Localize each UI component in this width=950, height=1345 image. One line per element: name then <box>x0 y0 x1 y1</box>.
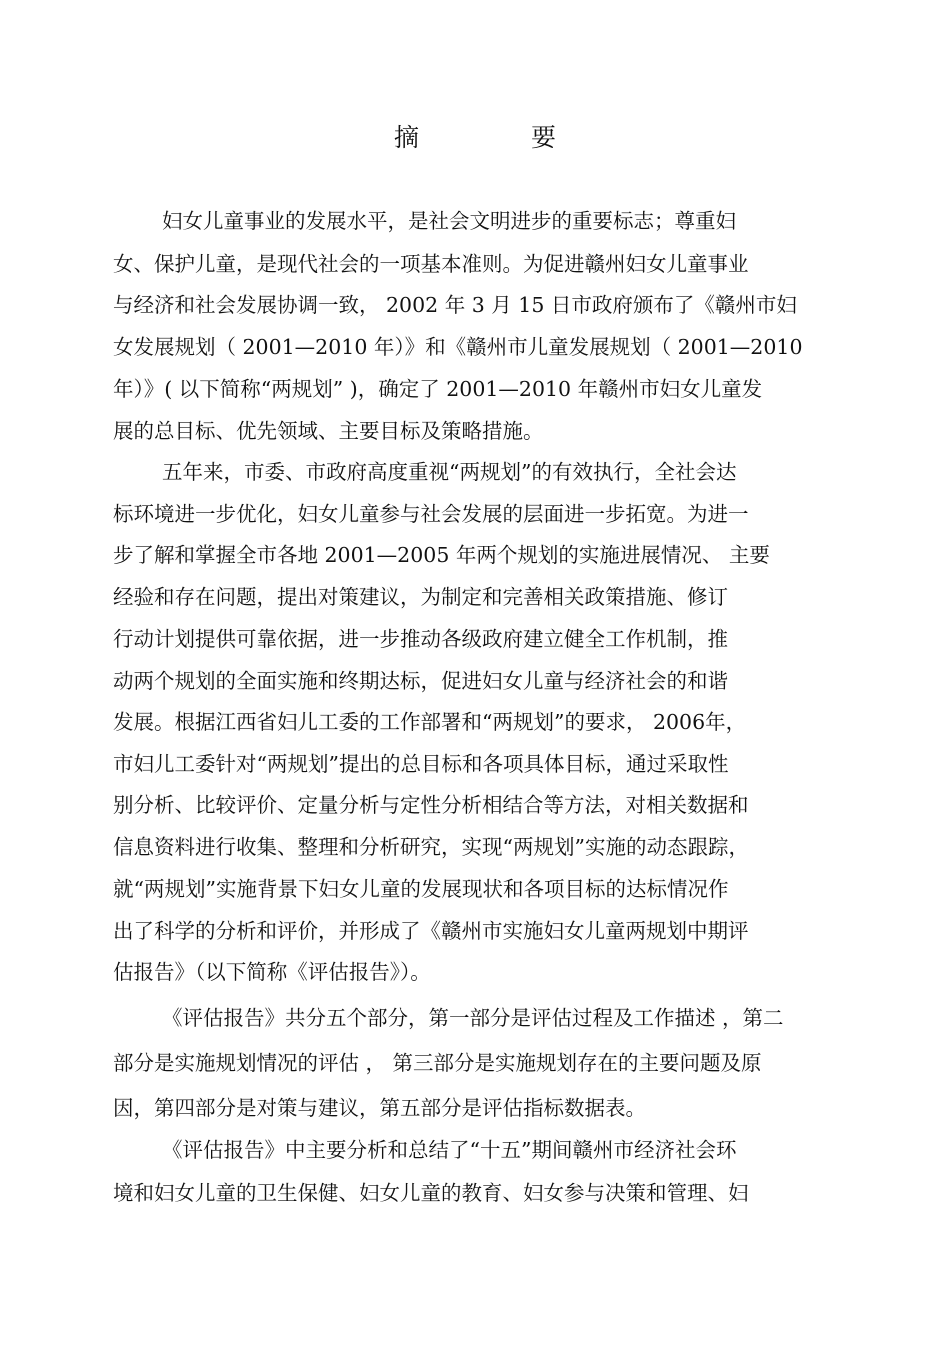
paragraph-line: 估报告》（以下简称《评估报告》）。 <box>113 960 431 984</box>
paragraph-line: 展的总目标、优先领域、主要目标及策略措施。 <box>113 419 544 443</box>
paragraph-line: 因，第四部分是对策与建议，第五部分是评估指标数据表。 <box>113 1096 646 1120</box>
paragraph-line: 信息资料进行收集、整理和分析研究，实现“两规划”实施的动态跟踪， <box>113 835 749 859</box>
paragraph-line: 步了解和掌握全市各地 2001—2005 年两个规划的实施进展情况、 主要 <box>113 543 770 567</box>
paragraph-line: 行动计划提供可靠依据，进一步推动各级政府建立健全工作机制，推 <box>113 627 728 651</box>
paragraph-line: 五年来，市委、市政府高度重视“两规划”的有效执行，全社会达 <box>162 460 737 484</box>
paragraph-line: 《评估报告》共分五个部分，第一部分是评估过程及工作描述 ，第二 <box>162 1006 784 1030</box>
paragraph-line: 年）》( 以下简称“两规划” )，确定了 2001—2010 年赣州市妇女儿童发 <box>113 377 763 401</box>
paragraph-line: 境和妇女儿童的卫生保健、妇女儿童的教育、妇女参与决策和管理、妇 <box>113 1181 749 1205</box>
paragraph-line: 市妇儿工委针对“两规划”提出的总目标和各项具体目标，通过采取性 <box>113 752 729 776</box>
paragraph-line: 女发展规划（ 2001—2010 年）》和《赣州市儿童发展规划（ 2001—2010 <box>113 335 803 359</box>
paragraph-line: 别分析、比较评价、定量分析与定性分析相结合等方法，对相关数据和 <box>113 793 749 817</box>
page-title: 摘 要 <box>394 123 608 152</box>
paragraph-line: 《评估报告》中主要分析和总结了“十五”期间赣州市经济社会环 <box>162 1138 737 1162</box>
paragraph-line: 妇女儿童事业的发展水平，是社会文明进步的重要标志；尊重妇 <box>162 209 736 233</box>
paragraph-line: 就“两规划”实施背景下妇女儿童的发展现状和各项目标的达标情况作 <box>113 877 729 901</box>
paragraph-line: 经验和存在问题，提出对策建议，为制定和完善相关政策措施、修订 <box>113 585 728 609</box>
paragraph-line: 标环境进一步优化，妇女儿童参与社会发展的层面进一步拓宽。为进一 <box>113 502 749 526</box>
paragraph-line: 与经济和社会发展协调一致， 2002 年 3 月 15 日市政府颁布了《赣州市妇 <box>113 293 797 317</box>
paragraph-line: 女、保护儿童，是现代社会的一项基本准则。为促进赣州妇女儿童事业 <box>113 252 749 276</box>
paragraph-line: 出了科学的分析和评价，并形成了《赣州市实施妇女儿童两规划中期评 <box>113 919 749 943</box>
paragraph-line: 动两个规划的全面实施和终期达标，促进妇女儿童与经济社会的和谐 <box>113 669 728 693</box>
paragraph-line: 发展。根据江西省妇儿工委的工作部署和“两规划”的要求， 2006年， <box>113 710 747 734</box>
paragraph-line: 部分是实施规划情况的评估 ， 第三部分是实施规划存在的主要问题及原 <box>113 1051 762 1075</box>
